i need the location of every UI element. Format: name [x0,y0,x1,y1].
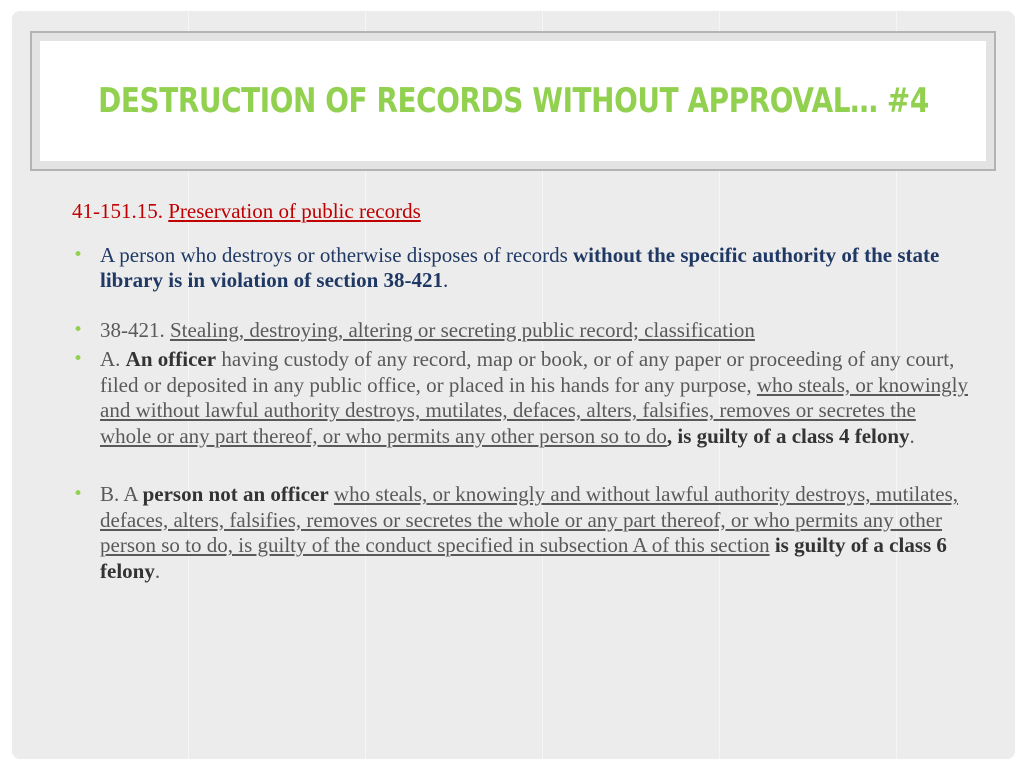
bullet-3-underlined: who steals, or knowingly and without lawful authority destroys, mutilates, defaces, alters, falsifies, removes or secretes the whole or any part thereof, or who permits any other person so to do [100,372,969,448]
bullet-4-classification: is guilty of a class 6 felony [100,533,947,583]
bullet-1-text: A person who destroys or otherwise disposes of records [100,242,574,267]
bullet-dot-icon: • [73,319,84,340]
slide [12,11,1015,759]
bullet-4-prefix: B. A [100,482,143,506]
bullet-4-subject: person not an officer [142,482,329,506]
bullet-item-4 [72,482,972,584]
bullet-3-text: having custody of any record, map or book, or of any paper or proceeding of any court, filed or deposited in any public office, or placed in his hands for any purpose, [100,347,955,397]
bullet-item-1 [72,243,972,294]
slide-title: DESTRUCTION OF RECORDS WITHOUT APPROVAL… #4 [97,81,929,121]
bullet-2-title: Stealing, destroying, altering or secreting public record; classification [170,317,755,342]
bullet-dot-icon: • [73,484,84,504]
title-frame [30,31,996,171]
bullet-1-emphasis: without the specific authority of the state library is in violation of section 38-421 [100,242,940,292]
bullet-3-prefix: A. [100,347,126,371]
bullet-list [72,243,972,585]
bullet-item-2 [72,318,972,344]
bullet-3-classification: , is guilty of a class 4 felony [666,423,910,448]
statute-title: Preservation of public records [168,199,421,223]
bullet-3-end: . [909,423,915,448]
bullet-dot-icon: • [73,244,84,265]
bullet-3-subject: An officer [125,347,217,371]
statute-reference [72,199,972,225]
bullet-2-number: 38-421. [100,317,165,342]
slide-content [72,199,972,584]
bullet-4-end: . [154,558,161,583]
statute-number: 41-151.15. [72,199,163,223]
bullet-4-underlined: who steals, or knowingly and without lawful authority destroys, mutilates, defaces, alters, falsifies, removes or secretes the whole or any part thereof, or who permits any other person so to do, is guilty of the conduct specified in subsection A of this section [100,482,959,557]
bullet-dot-icon: • [73,349,84,369]
bullet-1-end: . [443,268,449,292]
bullet-item-3 [72,347,972,449]
title-box [40,41,986,161]
